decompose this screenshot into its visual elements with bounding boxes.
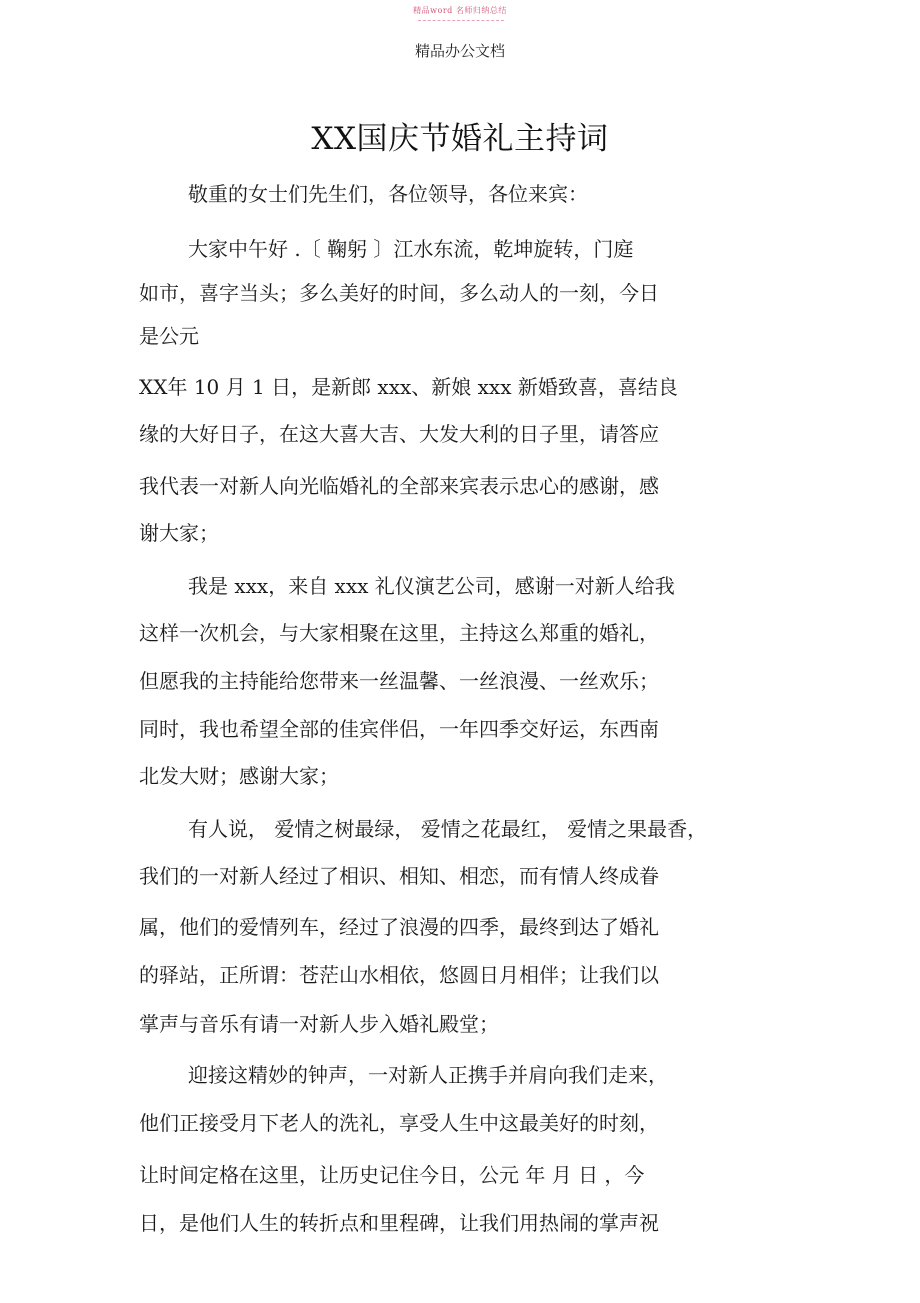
body-line-1: 敬重的女士们先生们，各位领导，各位来宾： bbox=[188, 182, 588, 206]
body-line-17: 的驿站，正所谓：苍茫山水相依，悠圆日月相伴；让我们以 bbox=[139, 963, 659, 987]
body-line-13: 北发大财；感谢大家； bbox=[139, 764, 339, 788]
watermark-text: 精品word 名师归纳总结 bbox=[413, 6, 507, 15]
body-line-2: 大家中午好 .〔 鞠躬 〕江水东流，乾坤旋转，门庭 bbox=[188, 237, 634, 261]
document-title: XX国庆节婚礼主持词 bbox=[311, 121, 609, 157]
body-line-19: 迎接这精妙的钟声，一对新人正携手并肩向我们走来， bbox=[188, 1063, 668, 1087]
body-line-15: 我们的一对新人经过了相识、相知、相恋，而有情人终成眷 bbox=[139, 864, 659, 888]
body-line-14: 有人说， 爱情之树最绿， 爱情之花最红， 爱情之果最香， bbox=[188, 817, 708, 841]
body-line-9: 我是 xxx，来自 xxx 礼仪演艺公司，感谢一对新人给我 bbox=[188, 574, 675, 598]
body-line-11: 但愿我的主持能给您带来一丝温馨、一丝浪漫、一丝欢乐； bbox=[139, 669, 659, 693]
body-line-12: 同时，我也希望全部的佳宾伴侣，一年四季交好运，东西南 bbox=[139, 717, 659, 741]
body-line-10: 这样一次机会，与大家相聚在这里，主持这么郑重的婚礼， bbox=[139, 621, 659, 645]
body-line-20: 他们正接受月下老人的洗礼，享受人生中这最美好的时刻， bbox=[139, 1111, 659, 1135]
body-line-18: 掌声与音乐有请一对新人步入婚礼殿堂； bbox=[139, 1012, 499, 1036]
watermark-divider bbox=[418, 20, 504, 21]
body-line-16: 属，他们的爱情列车，经过了浪漫的四季，最终到达了婚礼 bbox=[139, 915, 659, 939]
body-line-4: 是公元 bbox=[139, 324, 199, 348]
body-line-3: 如市，喜字当头；多么美好的时间，多么动人的一刻，今日 bbox=[139, 281, 659, 305]
body-line-7: 我代表一对新人向光临婚礼的全部来宾表示忠心的感谢，感 bbox=[139, 474, 659, 498]
body-line-22: 日，是他们人生的转折点和里程碑，让我们用热闹的掌声祝 bbox=[139, 1211, 659, 1235]
body-line-8: 谢大家； bbox=[139, 521, 219, 545]
page-header: 精品办公文档 bbox=[414, 42, 505, 60]
body-line-6: 缘的大好日子，在这大喜大吉、大发大利的日子里，请答应 bbox=[139, 422, 659, 446]
body-line-21: 让时间定格在这里，让历史记住今日，公元 年 月 日 ，今 bbox=[139, 1163, 645, 1187]
body-line-5: XX年 10 月 1 日，是新郎 xxx、新娘 xxx 新婚致喜，喜结良 bbox=[139, 375, 678, 399]
